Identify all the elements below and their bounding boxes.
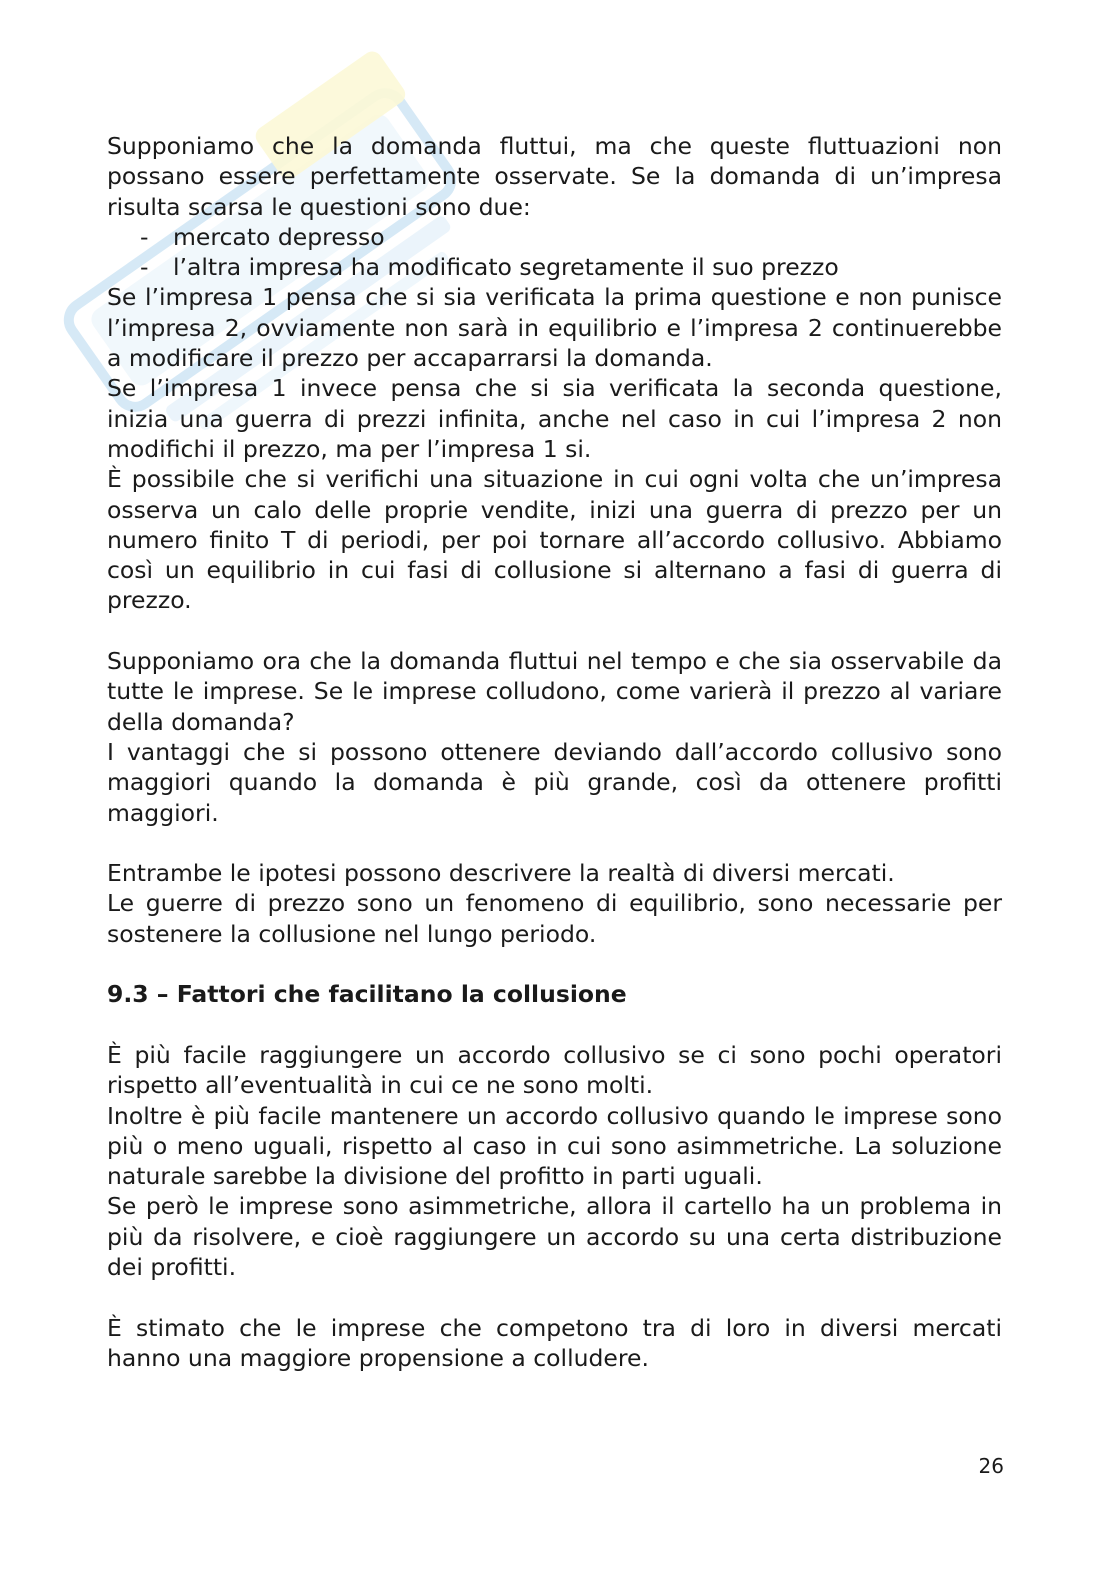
paragraph: È possibile che si verifichi una situazione in cui ogni volta che un’impresa osserva un calo delle proprie vendite, inizi una guerra di prezzo per un numero finito T di periodi, per poi tornare all’accordo collusivo. Abbiamo così un equilibrio in cui fasi di collusione si alternano a fasi di guerra di prezzo. [107,465,1002,615]
paragraph: È stimato che le imprese che competono tra di loro in diversi mercati hanno una maggiore propensione a colludere. [107,1313,1002,1372]
list-item [107,222,1002,252]
paragraph: Inoltre è più facile mantenere un accordo collusivo quando le imprese sono più o meno uguali, rispetto al caso in cui sono asimmetriche. La soluzione naturale sarebbe la divisione del profitto in parti uguali. [107,1101,1002,1191]
list-item [107,252,1002,282]
bullet-marker: - [140,253,149,282]
paragraph: Supponiamo ora che la domanda fluttui nel tempo e che sia osservabile da tutte le imprese. Se le imprese colludono, come varierà il prezzo al variare della domanda? [107,647,1002,736]
paragraph: Se l’impresa 1 pensa che si sia verificata la prima questione e non punisce l’impresa 2, ovviamente non sarà in equilibrio e l’impresa 2 continuerebbe a modificare il prezzo per accaparrarsi la domanda. [107,283,1002,373]
page-number: 26 [978,1454,1004,1478]
paragraph: I vantaggi che si possono ottenere deviando dall’accordo collusivo sono maggiori quando la domanda è più grande, così da ottenere profitti maggiori. [107,737,1002,827]
list-item-text: l’altra impresa ha modificato segretamente il suo prezzo [173,253,839,282]
document-body [107,131,1002,1373]
section-heading: 9.3 – Fattori che facilitano la collusione [107,980,627,1009]
paragraph: Se però le imprese sono asimmetriche, allora il cartello ha un problema in più da risolvere, e cioè raggiungere un accordo su una certa distribuzione dei profitti. [107,1192,1002,1281]
paragraph: Se l’impresa 1 invece pensa che si sia verificata la seconda questione, inizia una guerra di prezzi infinita, anche nel caso in cui l’impresa 2 non modifichi il prezzo, ma per l’impresa 1 si. [107,374,1002,463]
bullet-marker: - [140,222,149,251]
paragraph: Le guerre di prezzo sono un fenomeno di equilibrio, sono necessarie per sostenere la collusione nel lungo periodo. [107,889,1002,948]
list-item-text: mercato depresso [173,222,385,251]
paragraph: È più facile raggiungere un accordo collusivo se ci sono pochi operatori rispetto all’eventualità in cui ce ne sono molti. [107,1040,1002,1100]
paragraph: Entrambe le ipotesi possono descrivere la realtà di diversi mercati. [107,859,895,888]
paragraph: Supponiamo che la domanda fluttui, ma che queste fluttuazioni non possano essere perfettamente osservate. Se la domanda di un’impresa risulta scarsa le questioni sono due: [107,132,1002,221]
